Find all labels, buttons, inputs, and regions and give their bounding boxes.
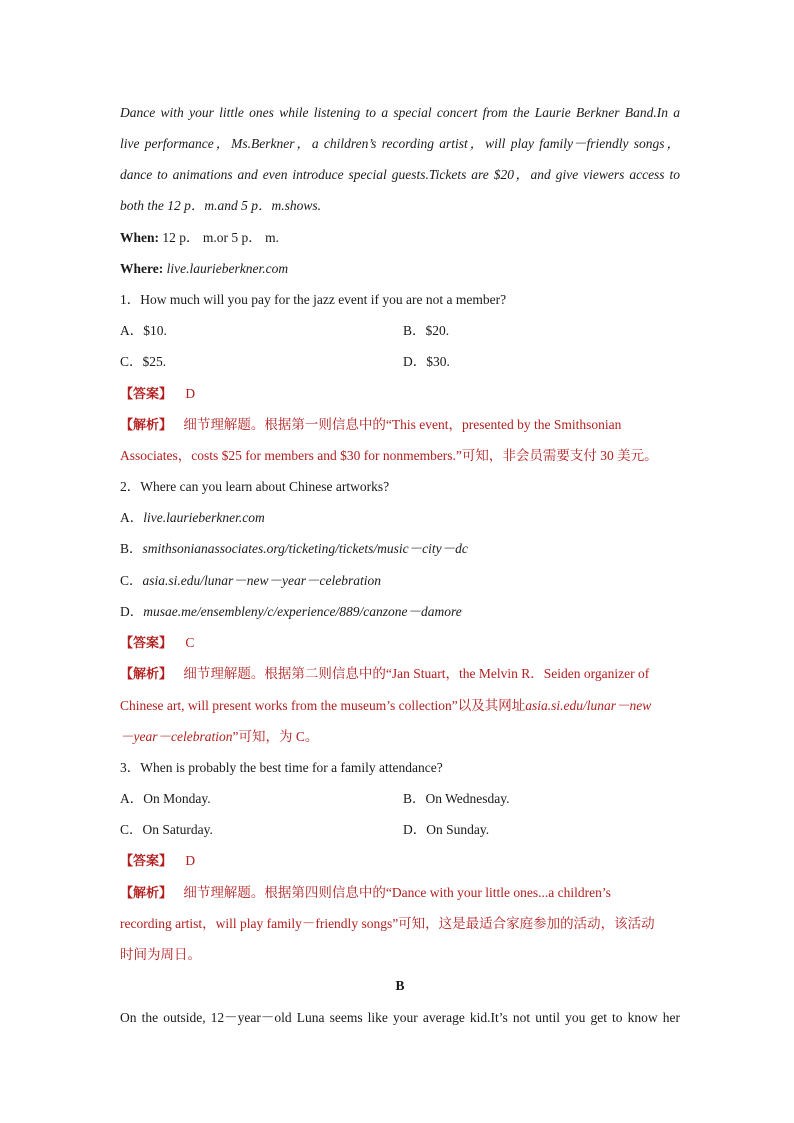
question-2-answer xyxy=(120,634,680,653)
question-3-analysis-line: recording artist，will play family－friendly songs”可知，这是最适合家庭参加的活动，该活动 xyxy=(120,916,655,931)
question-2-option-a xyxy=(120,509,680,527)
question-2-stem: 2．Where can you learn about Chinese artworks? xyxy=(120,479,390,494)
question-3-analysis-line: 时间为周日。 xyxy=(120,947,201,962)
analysis-text: Chinese art, will present works from the museum’s collection”以及其网址 xyxy=(120,698,526,713)
where-label: Where: xyxy=(120,261,164,276)
question-3-options-row2 xyxy=(120,821,680,839)
analysis-tag: 【解析】 xyxy=(120,418,173,433)
analysis-text: 细节理解题。根据第四则信息中的“Dance with your little ones...a children’s xyxy=(183,885,611,900)
passage-line: Dance with your little ones while listening to a special concert from the Laurie Berkner Band.In a xyxy=(120,105,680,120)
question-1-analysis-line xyxy=(120,416,680,435)
when-value: 12 p． m.or 5 p． m. xyxy=(162,230,280,245)
section-heading: B xyxy=(395,978,405,993)
answer-tag: 【答案】 xyxy=(120,854,173,869)
option-a: A．On Monday. xyxy=(120,791,211,806)
answer-tag: 【答案】 xyxy=(120,636,173,651)
option-label: A． xyxy=(120,510,144,525)
option-label: D． xyxy=(120,604,144,619)
answer-value: D xyxy=(185,386,196,401)
question-1-options-row2 xyxy=(120,353,680,371)
option-c: C．On Saturday. xyxy=(120,822,213,837)
event-where xyxy=(120,260,680,278)
question-3-stem: 3．When is probably the best time for a family attendance? xyxy=(120,760,443,775)
analysis-text: 细节理解题。根据第一则信息中的“This event，presented by the Smithsonian xyxy=(183,417,622,432)
option-label: B． xyxy=(120,541,143,556)
question-1-stem: 1．How much will you pay for the jazz event if you are not a member? xyxy=(120,292,507,307)
analysis-text: ”可知，为 C。 xyxy=(232,729,319,744)
analysis-text: 细节理解题。根据第二则信息中的“Jan Stuart，the Melvin R．Seiden organizer of xyxy=(183,666,650,681)
question-3-analysis-line xyxy=(120,884,680,903)
option-label: C． xyxy=(120,573,143,588)
question-3-answer xyxy=(120,852,680,871)
where-value: live.laurieberkner.com xyxy=(166,261,289,276)
analysis-url: －year－celebration xyxy=(120,729,233,744)
option-text: live.laurieberkner.com xyxy=(143,510,265,525)
question-1-answer xyxy=(120,385,680,404)
option-b: B．$20. xyxy=(403,323,450,338)
option-text: smithsonianassociates.org/ticketing/tickets/music－city－dc xyxy=(142,541,468,556)
option-d: D．$30. xyxy=(403,354,450,369)
option-d: D．On Sunday. xyxy=(403,822,490,837)
question-2-option-b xyxy=(120,540,680,558)
when-label: When: xyxy=(120,230,160,245)
event-when xyxy=(120,229,680,247)
option-text: asia.si.edu/lunar－new－year－celebration xyxy=(142,573,381,588)
passage-line: live performance，Ms.Berkner，a children’s recording artist，will play family－friendly songs， xyxy=(120,136,680,151)
question-2-analysis-line xyxy=(120,728,680,746)
passage-line: dance to animations and even introduce special guests.Tickets are $20，and give viewers access to xyxy=(120,167,680,182)
question-3-options-row1 xyxy=(120,790,680,808)
option-text: musae.me/ensembleny/c/experience/889/canzone－damore xyxy=(143,604,462,619)
option-c: C．$25. xyxy=(120,354,167,369)
question-1-analysis-line: Associates，costs $25 for members and $30 for nonmembers.”可知，非会员需要支付 30 美元。 xyxy=(120,448,658,463)
question-1-options-row1 xyxy=(120,322,680,340)
answer-value: D xyxy=(185,853,196,868)
passage-line: both the 12 p．m.and 5 p．m.shows. xyxy=(120,198,322,213)
analysis-url: asia.si.edu/lunar－new xyxy=(525,698,652,713)
answer-value: C xyxy=(185,635,195,650)
question-2-analysis-line xyxy=(120,697,680,715)
section-b-first-line: On the outside, 12－year－old Luna seems like your average kid.It’s not until you get to know her xyxy=(120,1010,680,1025)
answer-tag: 【答案】 xyxy=(120,387,173,402)
question-2-analysis-line xyxy=(120,665,680,684)
analysis-tag: 【解析】 xyxy=(120,667,173,682)
option-a: A．$10. xyxy=(120,323,167,338)
analysis-tag: 【解析】 xyxy=(120,886,173,901)
option-b: B．On Wednesday. xyxy=(403,791,510,806)
question-2-option-c xyxy=(120,572,680,590)
question-2-option-d xyxy=(120,603,680,621)
